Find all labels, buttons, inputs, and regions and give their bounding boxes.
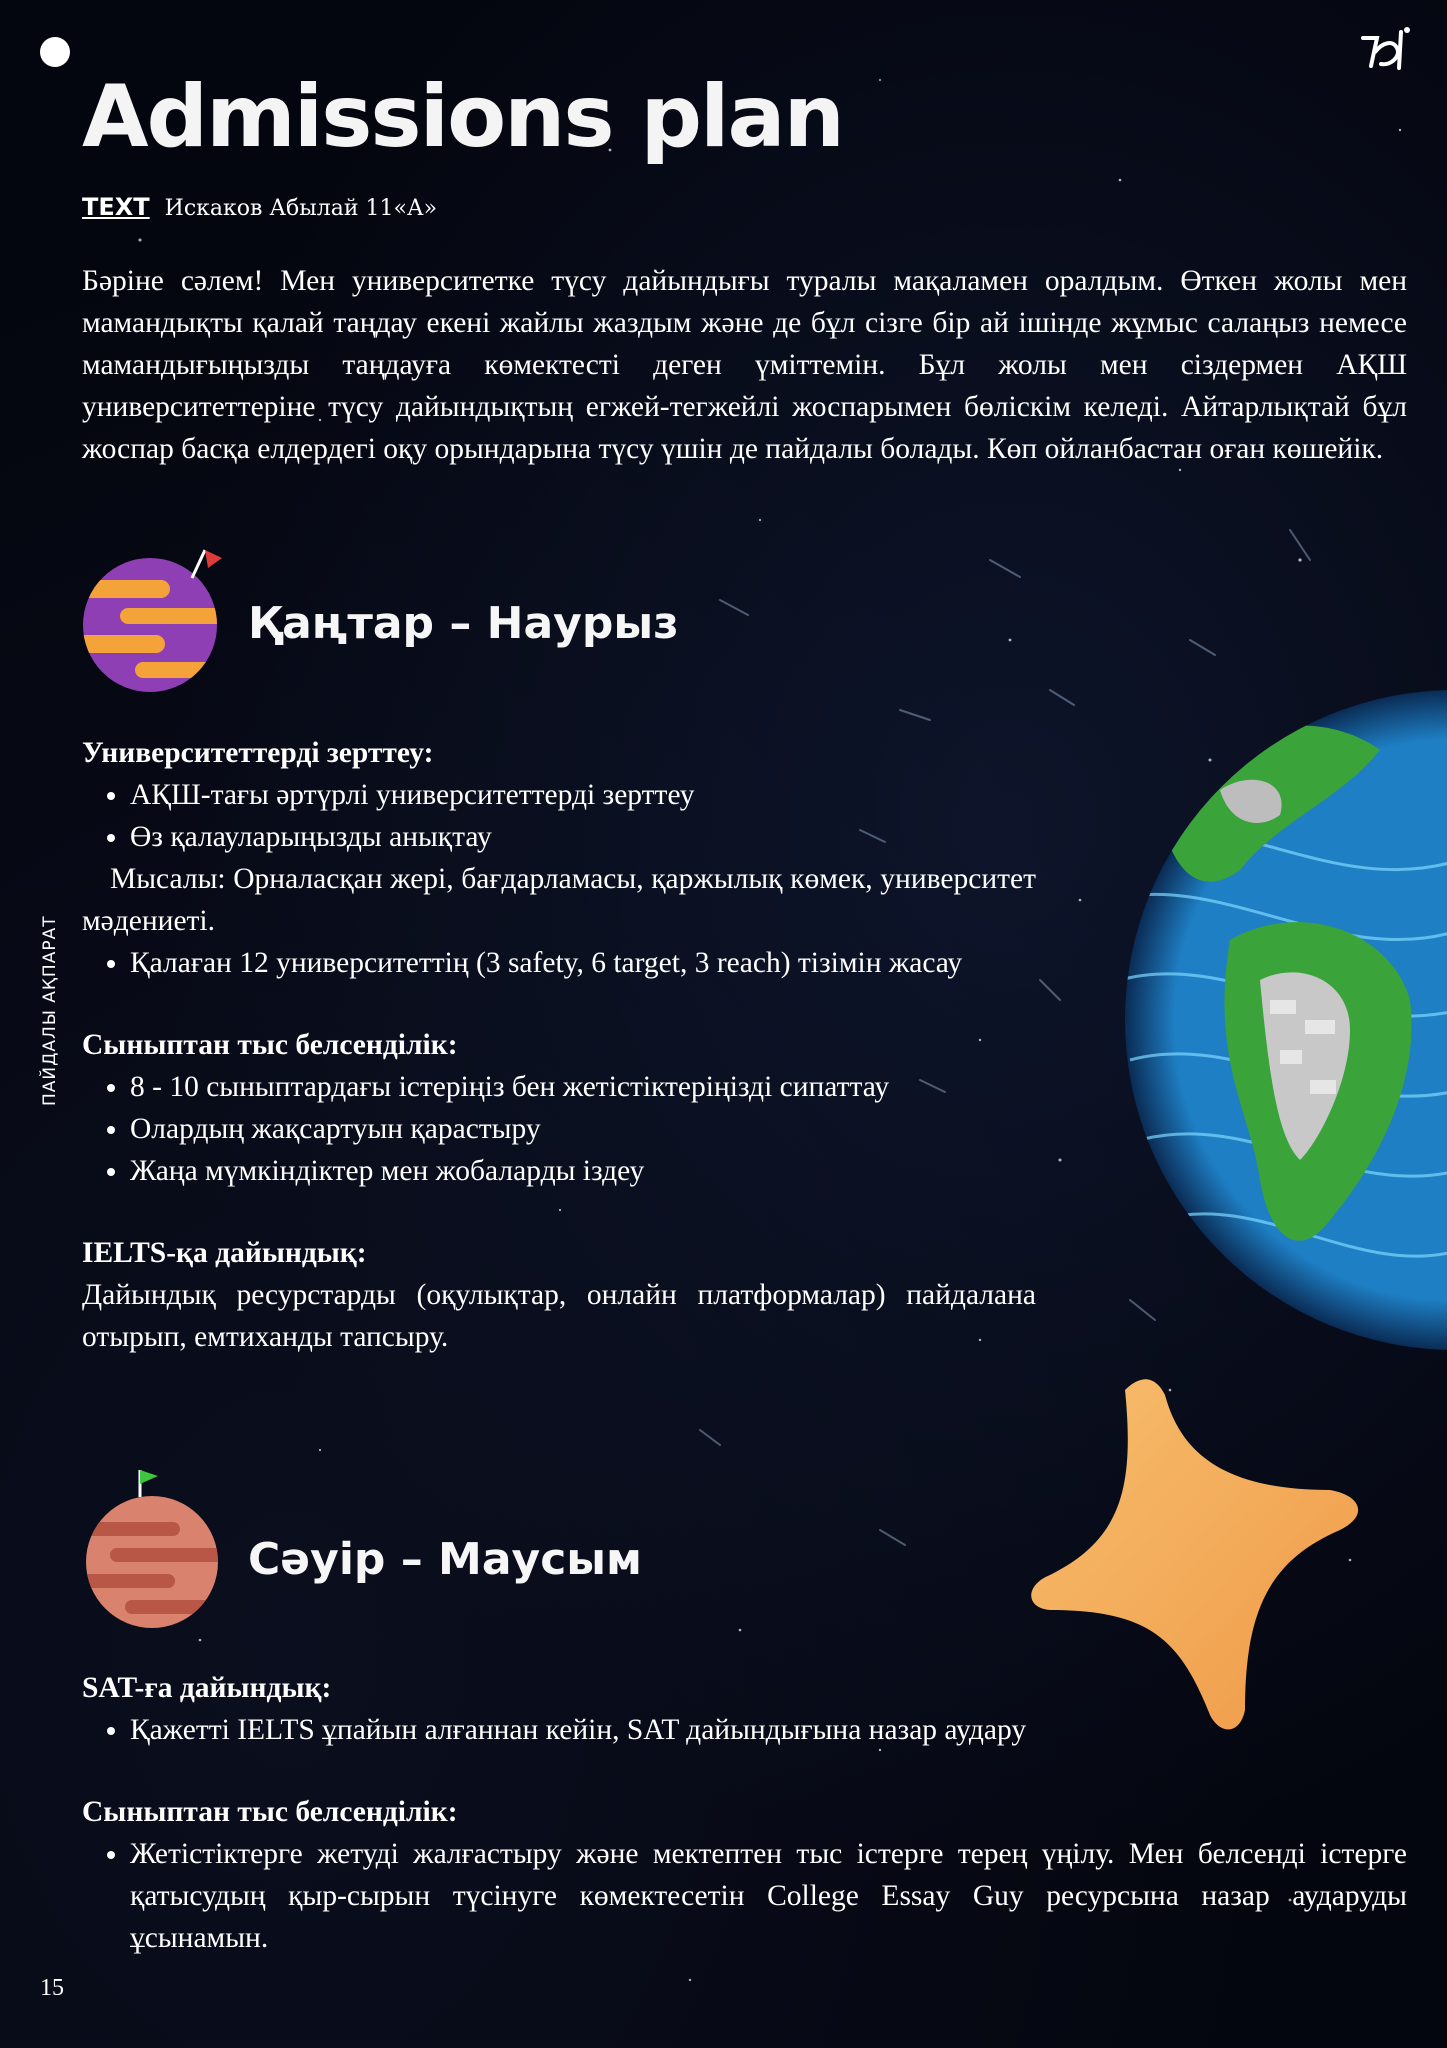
research-example: Мысалы: Орналасқан жері, бағдарламасы, қаржылық көмек, университет мәдениеті. [82,863,1036,937]
extracurricular-list-2 [82,1833,1407,1959]
section-heading-jan-mar: Қаңтар – Наурыз [248,598,679,649]
sat-title: SAT-ға дайындық: [82,1672,332,1704]
ielts-text: Дайындық ресурстарды (оқулықтар, онлайн платформалар) пайдалана отырып, емтиханды тапсыру. [82,1279,1036,1353]
section1-content [82,732,1036,1358]
list-item: • АҚШ-тағы әртүрлі университеттерді зерттеу [130,774,1036,816]
section2-content [82,1667,1407,1959]
list-item: • 8 - 10 сыныптардағы істеріңіз бен жетістіктеріңізді сипаттау [130,1066,1036,1108]
list-item: • Өз қалауларыңызды анықтау [130,816,1036,858]
magazine-logo-icon [1357,22,1417,78]
extracurricular-title-2: Сыныптан тыс белсенділік: [82,1796,458,1828]
extracurricular-title: Сыныптан тыс белсенділік: [82,1029,458,1061]
list-item: • Жетістіктерге жетуді жалғастыру және мектептен тыс істерге терең үңілу. Мен белсенді істерге қатысудың қыр-сырын түсінуге көмектесетін College Essay Guy ресурсына назар аударуды ұсынамын. [130,1833,1407,1959]
section-heading-apr-jun: Сәуір – Маусым [248,1534,643,1585]
intro-paragraph: Бәріне сәлем! Мен университетке түсу дайындығы туралы мақаламен оралдым. Өткен жолы мен мамандықты қалай таңдау екені жайлы жаздым және де бұл сізге бір ай ішінде жұмыс салаңыз немесе мамандығыңызды таңдауға көмектесті деген үміттемін. Бұл жолы мен сіздермен АҚШ университеттеріне түсу дайындықтың егжей-тегжейлі жоспарымен бөліскім келеді. Айтарлықтай бұл жоспар басқа елдердегі оқу орындарына түсу үшін де пайдалы болады. Көп ойланбастан оған көшейік. [82,265,1407,465]
research-list [82,774,1036,858]
byline-tag: TEXT [82,193,150,221]
side-label: ПАЙДАЛЫ АҚПАРАТ [40,915,60,1106]
byline-author: Искаков Абылай 11«А» [164,196,438,221]
research-list-2 [82,942,1036,984]
list-item: • Олардың жақсартуын қарастыру [130,1108,1036,1150]
extracurricular-list [82,1066,1036,1192]
decor-dot [40,37,70,67]
list-item: • Жаңа мүмкіндіктер мен жобаларды іздеу [130,1150,1036,1192]
sat-list [82,1709,1407,1751]
purple-planet-flag-icon [80,540,230,700]
page-title: Admissions plan [82,67,843,167]
earth-globe-illustration [1080,640,1447,1400]
research-title: Университеттерді зерттеу: [82,737,434,769]
page-number: 15 [40,1975,64,2001]
list-item: • Қалаған 12 университеттің (3 safety, 6 target, 3 reach) тізімін жасау [130,942,1036,984]
byline [82,193,437,221]
pink-planet-flag-icon [80,1462,230,1632]
list-item: • Қажетті IELTS ұпайын алғаннан кейін, SAT дайындығына назар аудару [130,1709,1407,1751]
ielts-title: IELTS-қа дайындық: [82,1237,367,1269]
